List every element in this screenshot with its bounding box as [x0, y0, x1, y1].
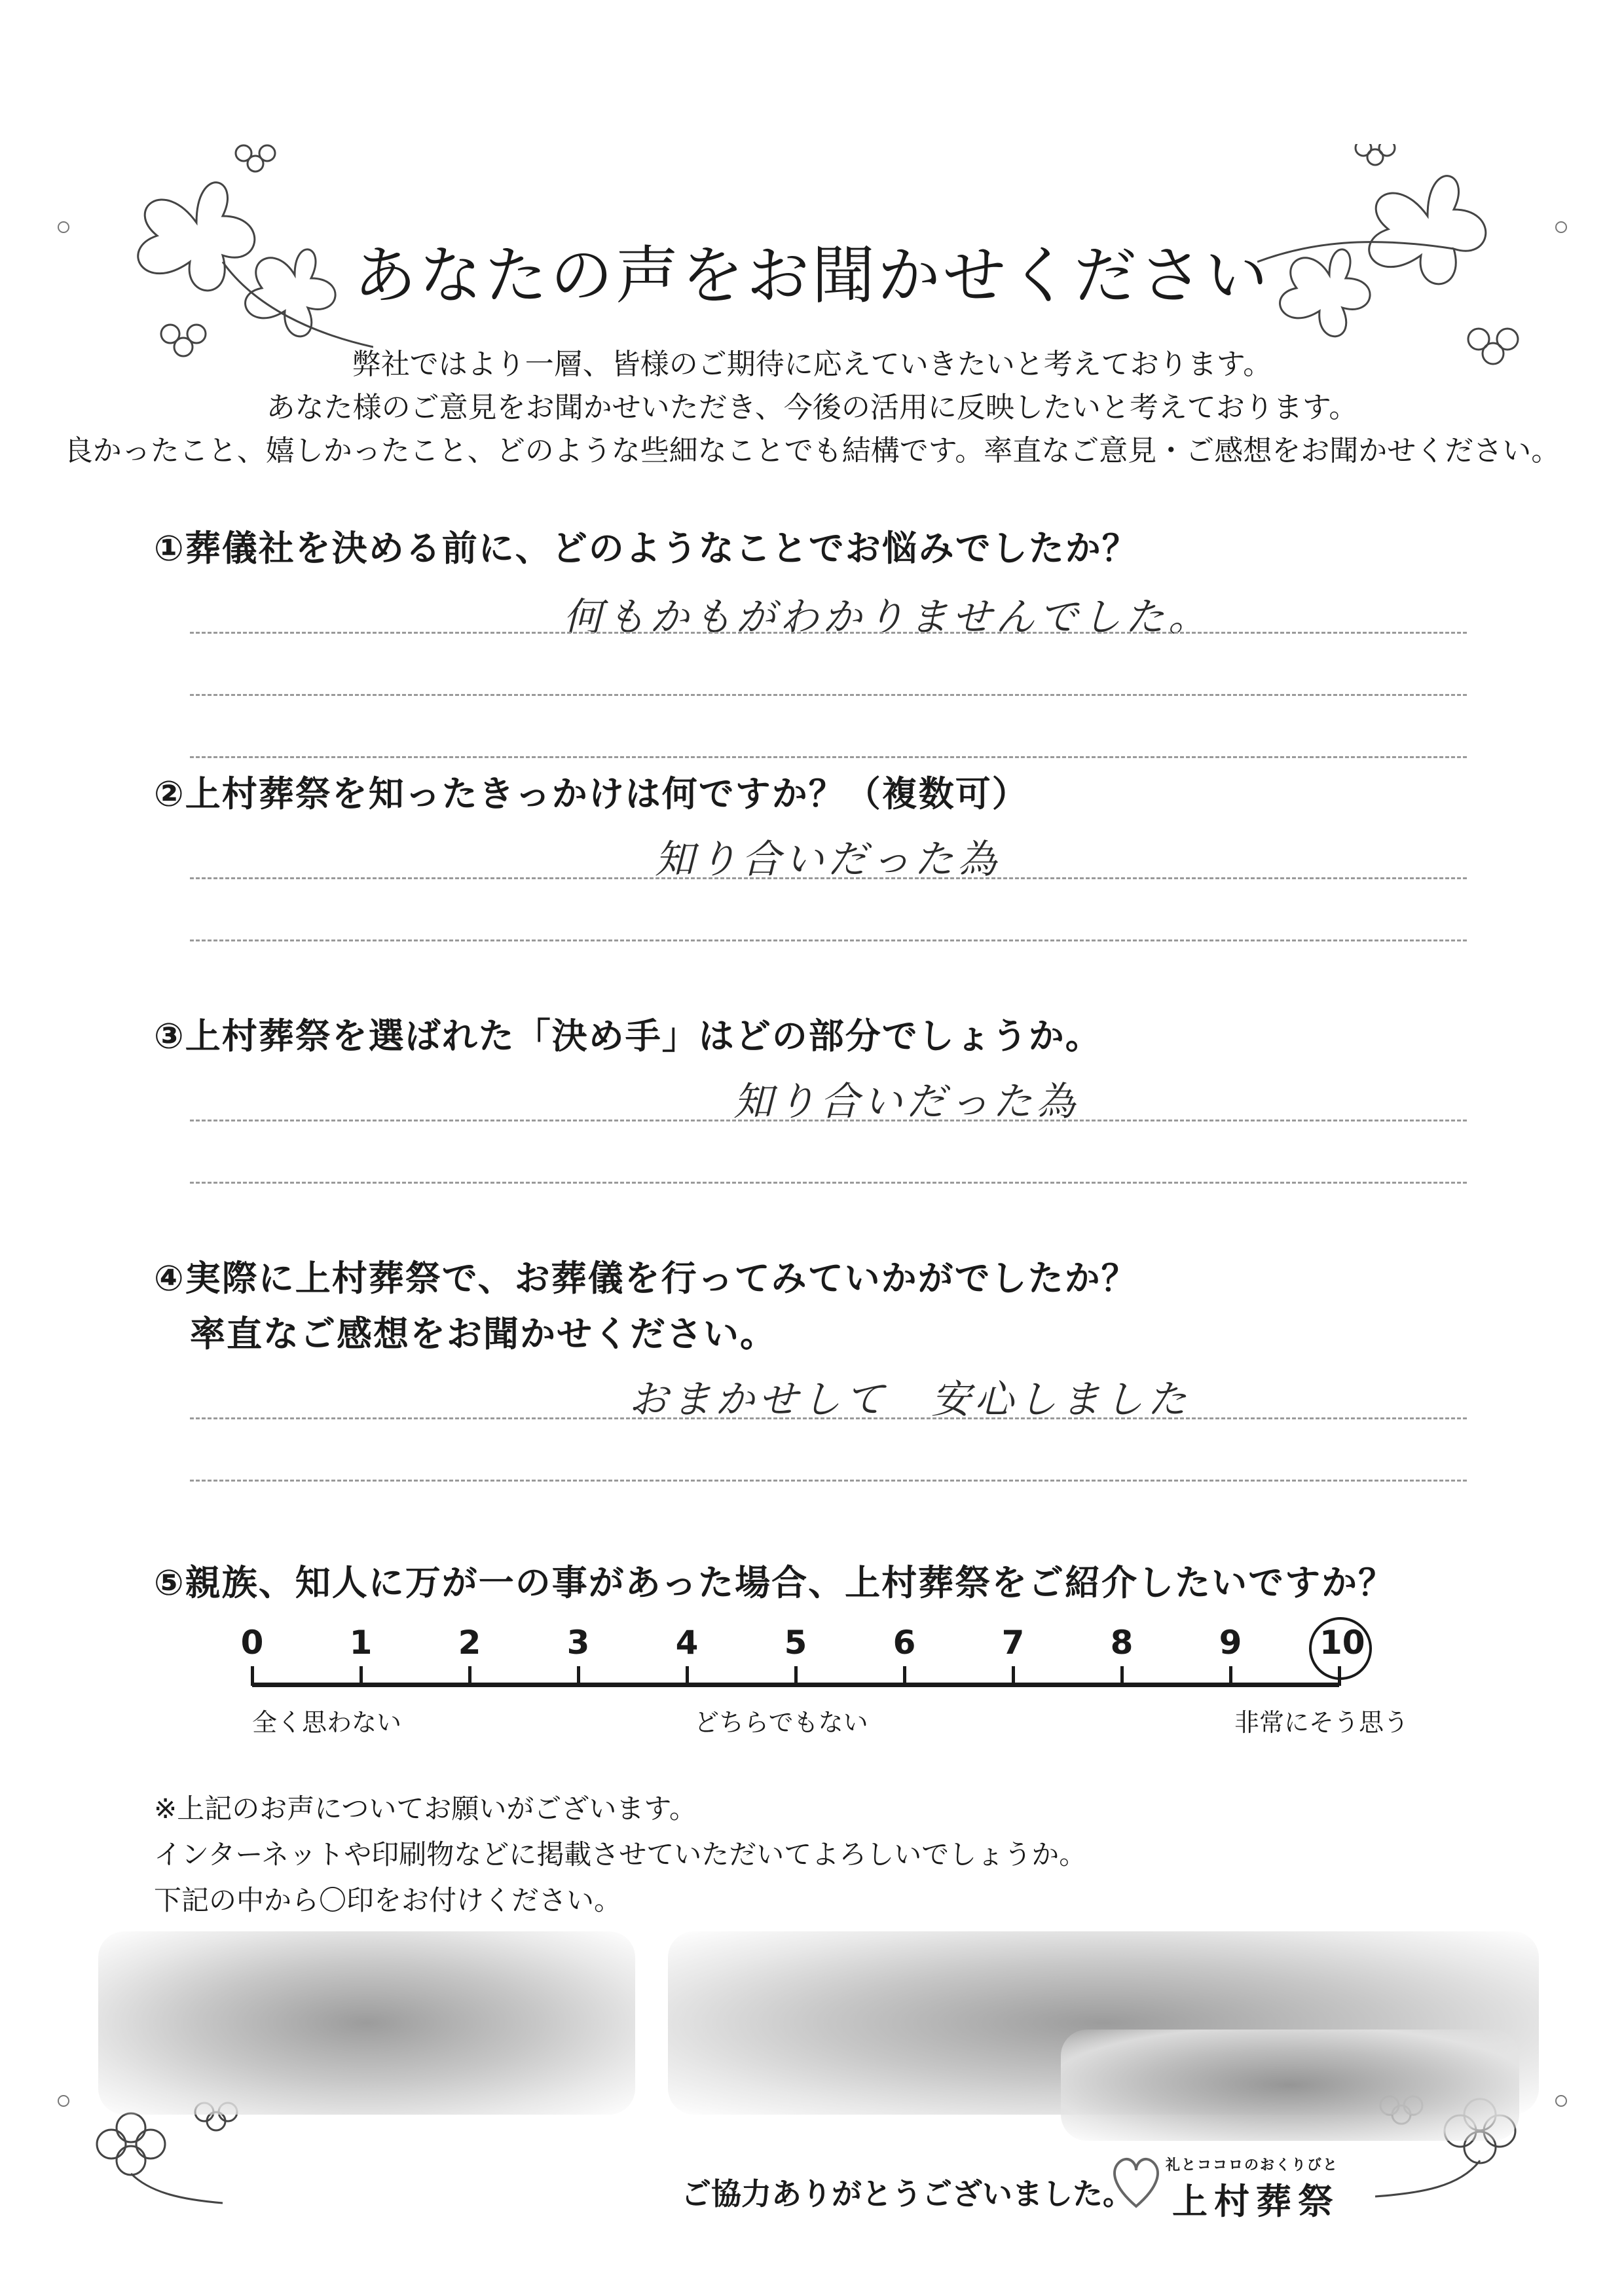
question-1: ①葬儀社を決める前に、どのようなことでお悩みでしたか？ [154, 528, 1139, 569]
scale-tick [686, 1666, 689, 1686]
consent-note: インターネットや印刷物などに掲載させていただいてよろしいでしょうか。 [154, 1838, 1087, 1870]
answer-rule [190, 877, 1467, 879]
redacted-area [98, 1931, 635, 2115]
question-4: ④実際に上村葬祭で、お葬儀を行ってみていかがでしたか？ [154, 1258, 1138, 1299]
scale-tick [1120, 1666, 1124, 1686]
scale-tick [360, 1666, 363, 1686]
scale-tick [1229, 1666, 1232, 1686]
selected-rating-circle [1309, 1617, 1372, 1680]
logo-tagline: 礼とココロのおくりびと [1166, 2157, 1339, 2174]
scale-tick-label: 9 [1219, 1624, 1242, 1662]
corner-dot [1555, 2095, 1567, 2107]
answer-4: おまかせして 安心しました [629, 1377, 1190, 1423]
intro-line: 良かったこと、嬉しかったこと、どのような些細なことでも結構です。率直なご意見・ご感想をお聞かせください。 [64, 434, 1560, 467]
scale-tick-label: 6 [893, 1624, 916, 1662]
answer-rule [190, 1417, 1467, 1419]
heart-logo-icon [1107, 2147, 1166, 2213]
page-title: あなたの声をお聞かせください [354, 239, 1270, 312]
thank-you-message: ご協力ありがとうございました。 [681, 2176, 1133, 2212]
answer-2: 知り合いだった為 [655, 837, 1001, 883]
answer-rule [190, 939, 1467, 941]
redacted-area [1061, 2030, 1519, 2141]
scale-tick [794, 1666, 798, 1686]
scale-tick [468, 1666, 471, 1686]
scale-mid-label: どちらでもない [694, 1708, 868, 1737]
intro-line: 弊社ではより一層、皆様のご期待に応えていきたいと考えております。 [352, 348, 1272, 381]
scale-tick-label: 3 [566, 1624, 590, 1662]
question-5: ⑤親族、知人に万が一の事があった場合、上村葬祭をご紹介したいですか？ [154, 1562, 1395, 1603]
consent-note: 下記の中から〇印をお付けください。 [154, 1884, 622, 1916]
answer-rule [190, 1120, 1467, 1121]
answer-3: 知り合いだった為 [733, 1079, 1079, 1125]
scale-tick-label: 8 [1110, 1624, 1134, 1662]
consent-note: ※上記のお声についてお願いがございます。 [154, 1793, 697, 1825]
corner-dot [58, 2095, 69, 2107]
question-4-line-2: 率直なご感想をお聞かせください。 [190, 1313, 777, 1355]
scale-tick-label: 1 [349, 1624, 373, 1662]
scale-tick [1012, 1666, 1015, 1686]
scale-tick [577, 1666, 580, 1686]
question-2: ②上村葬祭を知ったきっかけは何ですか？（複数可） [154, 773, 1029, 814]
intro-line: あなた様のご意見をお聞かせいただき、今後の活用に反映したいと考えております。 [266, 391, 1358, 424]
answer-rule [190, 1480, 1467, 1482]
scale-tick-label: 2 [458, 1624, 481, 1662]
answer-rule [190, 694, 1467, 696]
scale-tick-label: 5 [784, 1624, 807, 1662]
question-3: ③上村葬祭を選ばれた「決め手」はどの部分でしょうか。 [154, 1015, 1102, 1057]
company-logo-name: 上村葬祭 [1172, 2181, 1340, 2222]
scale-tick-label: 7 [1001, 1624, 1025, 1662]
scale-tick-label: 0 [240, 1624, 264, 1662]
scale-tick-label: 10 [1320, 1624, 1365, 1662]
scale-tick [903, 1666, 906, 1686]
scale-tick-label: 4 [675, 1624, 699, 1662]
scale-tick [251, 1666, 254, 1686]
answer-rule [190, 756, 1467, 758]
answer-rule [190, 632, 1467, 634]
scale-high-label: 非常にそう思う [1234, 1708, 1409, 1737]
scale-low-label: 全く思わない [252, 1708, 402, 1737]
answer-1: 何もかもがわかりませんでした。 [563, 594, 1211, 640]
answer-rule [190, 1182, 1467, 1184]
